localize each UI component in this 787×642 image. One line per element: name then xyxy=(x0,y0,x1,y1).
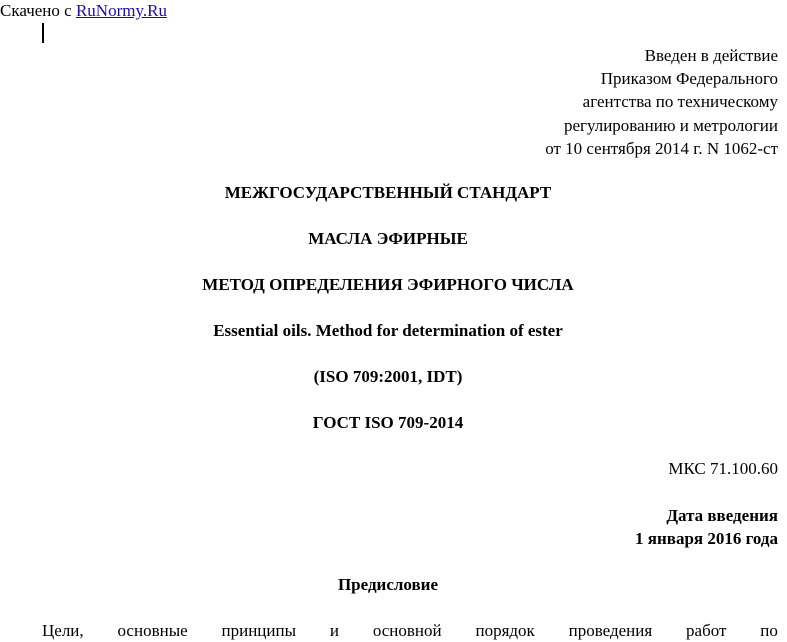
source-attribution xyxy=(0,1,167,21)
enactment-line: агентства по техническому xyxy=(582,92,778,112)
source-prefix: Скачено с xyxy=(0,1,76,20)
source-link[interactable]: RuNormy.Ru xyxy=(75,1,167,20)
text-cursor xyxy=(42,23,44,43)
paragraph-word: и xyxy=(329,621,339,640)
paragraph-word: порядок xyxy=(475,621,535,640)
gost-code: ГОСТ ISO 709-2014 xyxy=(312,413,464,432)
paragraph-word: основные xyxy=(117,621,188,640)
iso-reference: (ISO 709:2001, IDT) xyxy=(313,367,463,386)
enactment-line: Приказом Федерального xyxy=(600,69,778,89)
paragraph-word: Цели, xyxy=(42,621,84,640)
standard-type-heading: МЕЖГОСУДАРСТВЕННЫЙ СТАНДАРТ xyxy=(224,183,552,202)
enactment-line: от 10 сентября 2014 г. N 1062-ст xyxy=(545,138,778,158)
foreword-paragraph xyxy=(0,620,778,642)
enactment-block xyxy=(545,44,778,160)
effective-date-value: 1 января 2016 года xyxy=(635,529,778,548)
paragraph-word: по xyxy=(760,621,778,640)
paragraph-word: работ xyxy=(686,621,727,640)
english-title: Essential oils. Method for determination of ester xyxy=(213,321,563,340)
enactment-line: регулированию и метрологии xyxy=(563,115,778,135)
paragraph-word: проведения xyxy=(568,621,653,640)
paragraph-word: основной xyxy=(372,621,442,640)
enactment-line: Введен в действие xyxy=(644,46,778,65)
paragraph-word: принципы xyxy=(221,621,297,640)
mks-classification: МКС 71.100.60 xyxy=(668,459,778,478)
document-title: МАСЛА ЭФИРНЫЕ xyxy=(308,229,468,248)
document-subtitle: МЕТОД ОПРЕДЕЛЕНИЯ ЭФИРНОГО ЧИСЛА xyxy=(202,275,574,294)
foreword-heading: Предисловие xyxy=(337,575,439,594)
effective-date-label: Дата введения xyxy=(666,506,778,525)
